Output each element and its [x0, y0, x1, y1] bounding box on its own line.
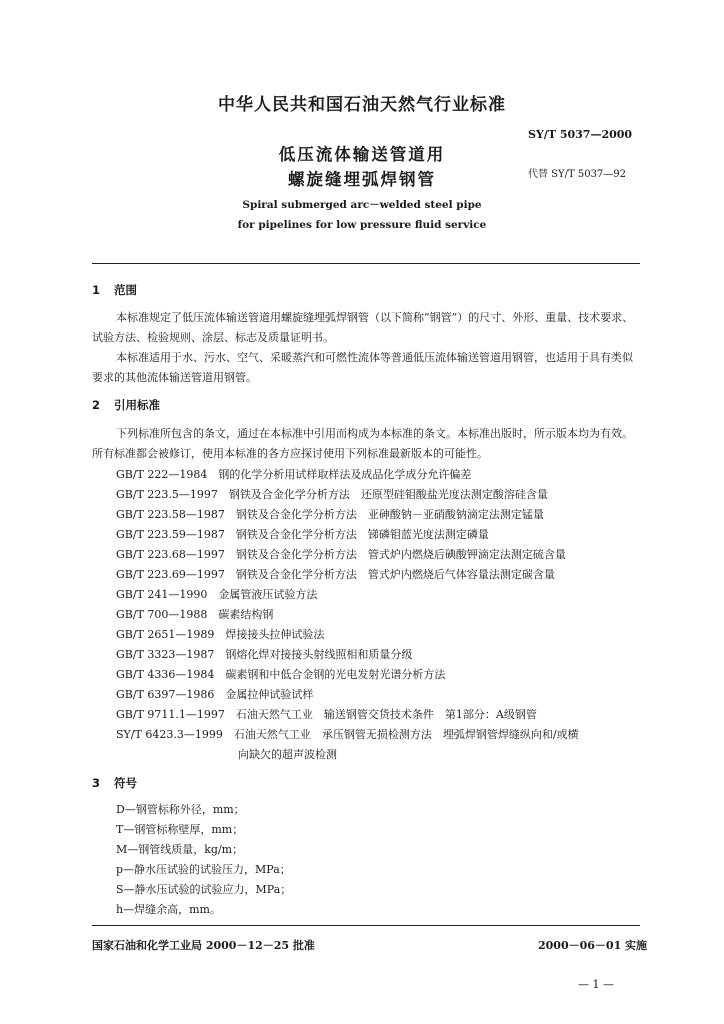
replaces-standard: 代替 SY/T 5037—92: [528, 169, 627, 180]
reference-item: GB/T 223.5—1997 钢铁及合金化学分析方法 还原型硅钼酸盐光度法测定酸溶硅含量: [116, 488, 548, 501]
section-2-paragraph-1: 下列标准所包含的条文，通过在本标准中引用而构成为本标准的条文。本标准出版时，所示版本均为有效。所有标准都会被修订，使用本标准的各方应探讨使用下列标准最新版本的可能性。: [92, 427, 633, 460]
page-number: — 1 —: [578, 978, 614, 991]
reference-item-continuation: 向缺欠的超声波检测: [238, 748, 337, 761]
symbol-definition: S—静水压试验的试验应力，MPa；: [116, 883, 292, 896]
english-title-line1: Spiral submerged arc－welded steel pipe: [242, 199, 482, 211]
reference-item: GB/T 223.69—1997 钢铁及合金化学分析方法 管式炉内燃烧后气体容量法测定碳含量: [116, 568, 555, 581]
reference-item: GB/T 222—1984 钢的化学分析用试样取样法及成品化学成分允许偏差: [116, 468, 472, 481]
reference-item: SY/T 6423.3—1999 石油天然气工业 承压钢管无损检测方法 埋弧焊钢管焊缝纵向和/或横: [116, 728, 579, 741]
section-title: 符号: [114, 776, 137, 790]
reference-item: GB/T 4336—1984 碳素钢和中低合金钢的光电发射光谱分析方法: [116, 668, 446, 681]
reference-item: GB/T 223.68—1997 钢铁及合金化学分析方法 管式炉内燃烧后碘酸钾滴定法测定硫含量: [116, 548, 566, 561]
approval-info: 国家石油和化学工业局 2000－12－25 批准: [92, 939, 315, 952]
section-3-heading: [92, 775, 137, 791]
section-title: 引用标准: [114, 398, 160, 412]
reference-item: GB/T 241—1990 金属管液压试验方法: [116, 588, 318, 601]
standard-category-title: 中华人民共和国石油天然气行业标准: [218, 95, 506, 115]
symbol-definition: D—钢管标称外径，mm；: [116, 803, 245, 816]
english-title-line2: for pipelines for low pressure fluid service: [237, 219, 487, 231]
symbol-definition: M—钢管线质量，kg/m；: [116, 843, 244, 856]
reference-item: GB/T 6397—1986 金属拉伸试验试样: [116, 688, 314, 701]
doc-title-line1: 低压流体输送管道用: [278, 145, 446, 164]
reference-item: GB/T 9711.1—1997 石油天然气工业 输送钢管交货技术条件 第1部分：A级钢管: [116, 708, 537, 721]
section-number: 1: [92, 283, 101, 297]
reference-item: GB/T 700—1988 碳素结构钢: [116, 608, 274, 621]
section-title: 范围: [114, 283, 137, 297]
reference-item: GB/T 223.58—1987 钢铁及合金化学分析方法 亚砷酸钠－亚硝酸钠滴定法测定锰量: [116, 508, 544, 521]
header-divider: [92, 263, 640, 264]
section-1-heading: [92, 282, 137, 298]
implementation-date: 2000－06－01 实施: [538, 939, 648, 952]
symbol-definition: p—静水压试验的试验压力，MPa；: [116, 863, 291, 876]
section-1-paragraph-2: 本标准适用于水、污水、空气、采暖蒸汽和可燃性流体等普通低压流体输送管道用钢管，也适用于具有类似要求的其他流体输送管道用钢管。: [92, 351, 633, 384]
reference-item: GB/T 223.59—1987 钢铁及合金化学分析方法 锑磷钼蓝光度法测定磷量: [116, 528, 489, 541]
reference-item: GB/T 2651—1989 焊接接头拉伸试验法: [116, 628, 325, 641]
reference-item: GB/T 3323—1987 钢熔化焊对接接头射线照相和质量分级: [116, 648, 413, 661]
symbol-definition: T—钢管标称壁厚，mm；: [116, 823, 244, 836]
section-number: 3: [92, 776, 101, 790]
section-2-heading: [92, 397, 160, 413]
footer-divider: [92, 925, 640, 926]
section-number: 2: [92, 398, 101, 412]
symbol-definition: h—焊缝余高，mm。: [116, 903, 221, 916]
standard-code: SY/T 5037—2000: [528, 128, 633, 141]
section-1-paragraph-1: 本标准规定了低压流体输送管道用螺旋缝埋弧焊钢管（以下简称“钢管”）的尺寸、外形、重量、技术要求、试验方法、检验规则、涂层、标志及质量证明书。: [92, 311, 634, 344]
doc-title-line2: 螺旋缝埋弧焊钢管: [288, 170, 436, 189]
